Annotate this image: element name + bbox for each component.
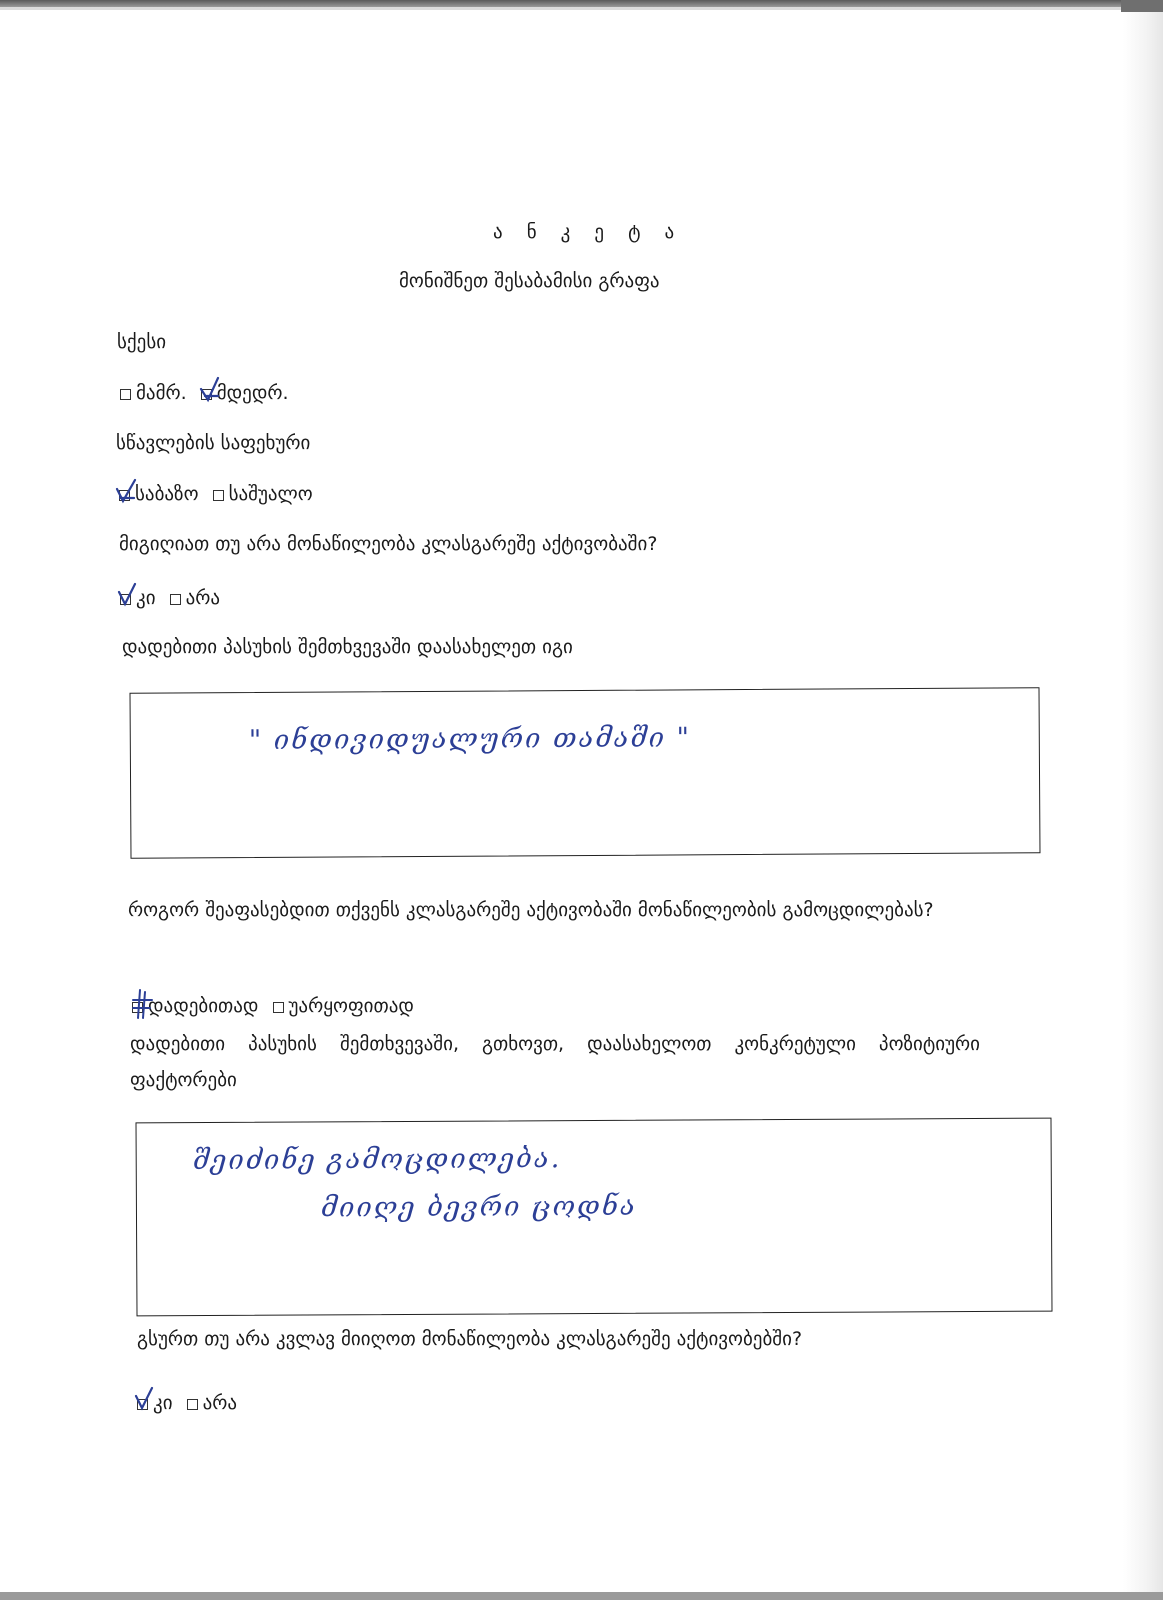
question-repeat-label: გსურთ თუ არა კვლავ მიიღოთ მონაწილეობა კლასგარეშე აქტივობებში?: [137, 1328, 803, 1350]
checkmark-basic-icon: [114, 478, 144, 508]
instruction-text: მონიშნეთ შესაბამისი გრაფა: [399, 270, 660, 292]
option-female-label: მდედრ.: [216, 382, 289, 404]
checkbox-male[interactable]: [120, 389, 131, 400]
question-evaluation-label: როგორ შეაფასებდით თქვენს კლასგარეშე აქტივობაში მონაწილეობის გამოცდილებას?: [128, 899, 934, 921]
question-positive-factors-label: დადებითი პასუხის შემთხვევაში, გთხოვთ, დაასახელოთ კონკრეტული პოზიტიური ფაქტორები: [130, 1033, 980, 1091]
checkbox-negative[interactable]: [273, 1002, 284, 1013]
checkmark-participation-yes-icon: [116, 582, 146, 612]
question-evaluation-options: [132, 995, 414, 1017]
answer-box-factors[interactable]: [135, 1118, 1052, 1317]
scan-corner: [1121, 0, 1163, 12]
question-level-label: სწავლების საფეხური: [116, 432, 311, 454]
question-activity-name-label: დადებითი პასუხის შემთხვევაში დაასახელეთ იგი: [122, 636, 573, 658]
handwritten-activity-answer: " ინდივიდუალური თამაში ": [248, 722, 692, 757]
option-negative-label: უარყოფითად: [288, 995, 414, 1017]
option-positive-label: დადებითად: [148, 995, 259, 1017]
scan-right-edge: [1123, 0, 1163, 1600]
option-participation-no-label: არა: [185, 587, 220, 609]
checkmark-female-icon: [198, 376, 228, 406]
document-title: ა ნ კ ე ტ ა: [493, 221, 684, 243]
question-gender-label: სქესი: [117, 331, 167, 353]
scan-bottom-edge: [0, 1592, 1163, 1600]
answer-box-activity[interactable]: [130, 687, 1041, 859]
checkmark-repeat-yes-icon: [133, 1386, 163, 1416]
handwritten-factors-line1: შეიძინე გამოცდილება.: [192, 1143, 562, 1177]
scan-top-shadow: [0, 7, 1163, 10]
option-participation-yes-label: კი: [136, 587, 156, 609]
checkbox-secondary[interactable]: [213, 490, 224, 501]
option-male-label: მამრ.: [136, 382, 187, 404]
question-level-options: [119, 483, 313, 505]
checkbox-participation-no[interactable]: [170, 594, 181, 605]
checkmark-positive-icon: [130, 988, 160, 1022]
checkbox-repeat-no[interactable]: [187, 1399, 198, 1410]
handwritten-factors-line2: მიიღე ბევრი ცოდნა: [320, 1190, 637, 1224]
option-repeat-yes-label: კი: [153, 1392, 173, 1414]
option-repeat-no-label: არა: [202, 1392, 237, 1414]
scan-top-edge: [0, 0, 1163, 7]
option-secondary-label: საშუალო: [228, 483, 313, 505]
question-participation-label: მიგიღიათ თუ არა მონაწილეობა კლასგარეშე აქტივობაში?: [119, 533, 658, 555]
option-basic-label: საბაზო: [135, 483, 199, 505]
